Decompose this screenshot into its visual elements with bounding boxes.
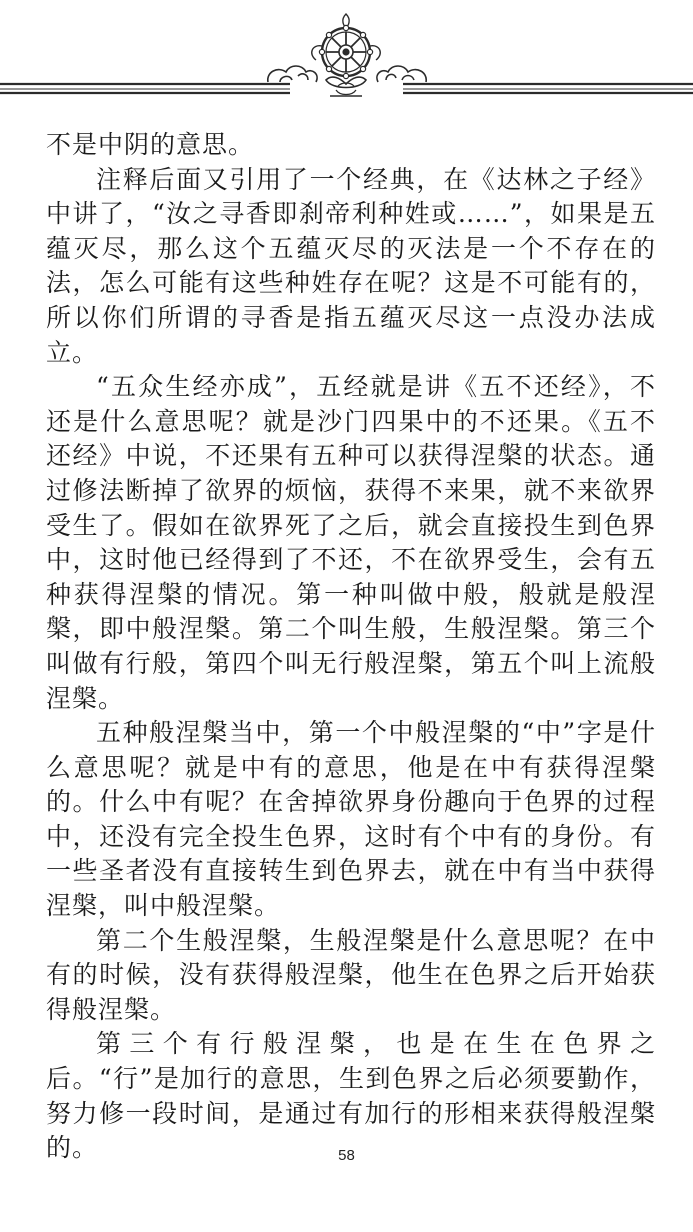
page-number: 58 [338, 1147, 355, 1164]
header-ornament [0, 0, 693, 110]
dharma-wheel-icon [312, 14, 381, 96]
paragraph: “五众生经亦成”，五经就是讲《五不还经》，不还是什么意思呢？就是沙门四果中的不还果。《五不还经》中说，不还果有五种可以获得涅槃的状态。通过修法断掉了欲界的烦恼，获得不来果，就不来欲界受生了。假如在欲界死了之后，就会直接投生到色界中，这时他已经得到了不还，不在欲界受生，会有五种获得涅槃的情况。第一种叫做中般，般就是般涅槃，即中般涅槃。第二个叫生般，生般涅槃。第三个叫做有行般，第四个叫无行般涅槃，第五个叫上流般涅槃。 [46, 372, 656, 713]
auspicious-cloud-icon [268, 66, 317, 82]
paragraph: 第三个有行般涅槃，也是在生在色界之后。“行”是加行的意思，生到色界之后必须要勤作，努力修一段时间，是通过有加行的形相来获得般涅槃的。 [46, 1029, 656, 1163]
paragraph: 注释后面又引用了一个经典，在《达林之子经》中讲了，“汝之寻香即刹帝利种姓或……”，如果是五蕴灭尽，那么这个五蕴灭尽的灭法是一个不存在的法，怎么可能有这些种姓存在呢？这是不可能有的，所以你们所谓的寻香是指五蕴灭尽这一点没办法成立。 [46, 164, 656, 367]
paragraph: 不是中阴的意思。 [46, 130, 255, 159]
paragraph: 第二个生般涅槃，生般涅槃是什么意思呢？在中有的时候，没有获得般涅槃，他生在色界之后开始获得般涅槃。 [46, 925, 656, 1024]
page-body [46, 128, 656, 1166]
paragraph: 五种般涅槃当中，第一个中般涅槃的“中”字是什么意思呢？就是中有的意思，他是在中有获得涅槃的。什么中有呢？在舍掉欲界身份趣向于色界的过程中，还没有完全投生色界，这时有个中有的身份。有一些圣者没有直接转生到色界去，就在中有当中获得涅槃，叫中般涅槃。 [46, 718, 656, 921]
page-header [0, 0, 693, 110]
auspicious-cloud-icon [377, 66, 426, 82]
